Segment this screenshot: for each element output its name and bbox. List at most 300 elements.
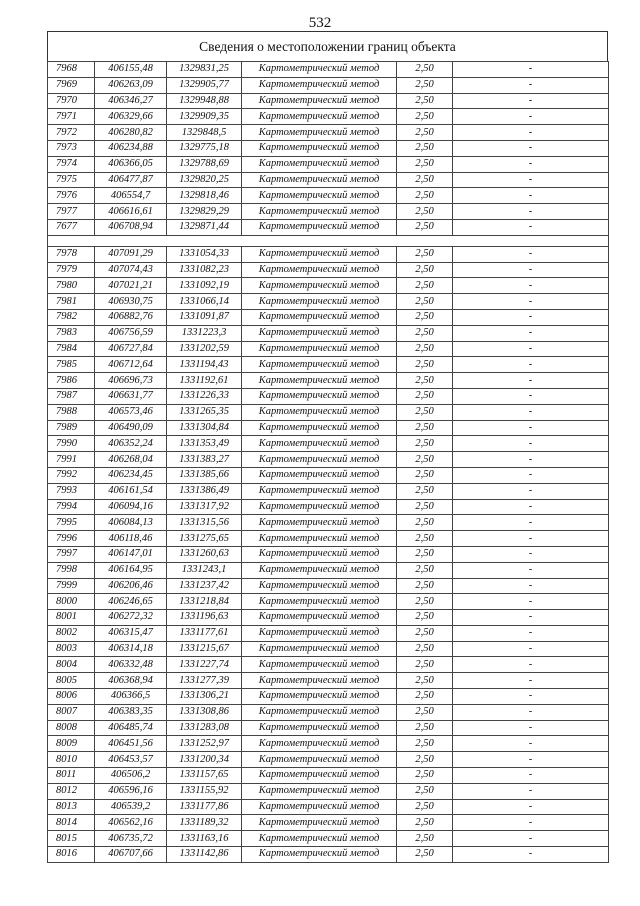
page-number: 532 — [308, 15, 332, 31]
accuracy-cell: 2,50 — [397, 278, 453, 294]
x-coordinate-cell: 406263,09 — [95, 77, 167, 93]
table-row — [48, 467, 609, 483]
y-coordinate-cell: 1331177,61 — [167, 625, 242, 641]
description-cell: - — [453, 172, 609, 188]
method-cell: Картометрический метод — [242, 752, 397, 768]
description-cell: - — [453, 219, 609, 235]
point-number-cell: 8003 — [48, 641, 95, 657]
table-row — [48, 436, 609, 452]
accuracy-cell: 2,50 — [397, 768, 453, 784]
x-coordinate-cell: 406164,95 — [95, 562, 167, 578]
accuracy-cell: 2,50 — [397, 467, 453, 483]
description-cell: - — [453, 578, 609, 594]
section-title: Сведения о местоположении границ объекта — [47, 31, 608, 62]
method-cell: Картометрический метод — [242, 294, 397, 310]
y-coordinate-cell: 1331082,23 — [167, 262, 242, 278]
table-row — [48, 62, 609, 78]
x-coordinate-cell: 407091,29 — [95, 246, 167, 262]
accuracy-cell: 2,50 — [397, 93, 453, 109]
accuracy-cell: 2,50 — [397, 125, 453, 141]
description-cell: - — [453, 325, 609, 341]
x-coordinate-cell: 406453,57 — [95, 752, 167, 768]
table-row — [48, 420, 609, 436]
table-row — [48, 404, 609, 420]
y-coordinate-cell: 1331200,34 — [167, 752, 242, 768]
description-cell: - — [453, 752, 609, 768]
point-number-cell: 8012 — [48, 783, 95, 799]
point-number-cell: 7975 — [48, 172, 95, 188]
description-cell: - — [453, 156, 609, 172]
description-cell: - — [453, 93, 609, 109]
accuracy-cell: 2,50 — [397, 736, 453, 752]
method-cell: Картометрический метод — [242, 594, 397, 610]
table-row — [48, 768, 609, 784]
y-coordinate-cell: 1331218,84 — [167, 594, 242, 610]
accuracy-cell: 2,50 — [397, 783, 453, 799]
accuracy-cell: 2,50 — [397, 219, 453, 235]
point-number-cell: 7968 — [48, 62, 95, 78]
method-cell: Картометрический метод — [242, 109, 397, 125]
description-cell: - — [453, 294, 609, 310]
x-coordinate-cell: 406596,16 — [95, 783, 167, 799]
x-coordinate-cell: 406118,46 — [95, 531, 167, 547]
y-coordinate-cell: 1329948,88 — [167, 93, 242, 109]
table-row — [48, 499, 609, 515]
y-coordinate-cell: 1331066,14 — [167, 294, 242, 310]
point-number-cell: 7976 — [48, 188, 95, 204]
method-cell: Картометрический метод — [242, 625, 397, 641]
y-coordinate-cell: 1331054,33 — [167, 246, 242, 262]
x-coordinate-cell: 406346,27 — [95, 93, 167, 109]
y-coordinate-cell: 1331383,27 — [167, 452, 242, 468]
accuracy-cell: 2,50 — [397, 140, 453, 156]
point-number-cell: 7981 — [48, 294, 95, 310]
accuracy-cell: 2,50 — [397, 262, 453, 278]
description-cell: - — [453, 831, 609, 847]
point-number-cell: 8011 — [48, 768, 95, 784]
description-cell: - — [453, 436, 609, 452]
description-cell: - — [453, 562, 609, 578]
method-cell: Картометрический метод — [242, 799, 397, 815]
accuracy-cell: 2,50 — [397, 325, 453, 341]
accuracy-cell: 2,50 — [397, 172, 453, 188]
table-row — [48, 673, 609, 689]
method-cell: Картометрический метод — [242, 156, 397, 172]
point-number-cell: 8016 — [48, 847, 95, 863]
y-coordinate-cell: 1331260,63 — [167, 546, 242, 562]
accuracy-cell: 2,50 — [397, 673, 453, 689]
description-cell: - — [453, 77, 609, 93]
description-cell: - — [453, 499, 609, 515]
table-row — [48, 309, 609, 325]
table-row — [48, 246, 609, 262]
description-cell: - — [453, 483, 609, 499]
accuracy-cell: 2,50 — [397, 483, 453, 499]
table-row — [48, 125, 609, 141]
method-cell: Картометрический метод — [242, 278, 397, 294]
table-row — [48, 325, 609, 341]
y-coordinate-cell: 1331177,86 — [167, 799, 242, 815]
description-cell: - — [453, 641, 609, 657]
accuracy-cell: 2,50 — [397, 77, 453, 93]
y-coordinate-cell: 1331194,43 — [167, 357, 242, 373]
accuracy-cell: 2,50 — [397, 309, 453, 325]
point-number-cell: 7984 — [48, 341, 95, 357]
method-cell: Картометрический метод — [242, 309, 397, 325]
table-row — [48, 93, 609, 109]
group-separator-row — [48, 235, 609, 246]
x-coordinate-cell: 406352,24 — [95, 436, 167, 452]
point-number-cell: 8010 — [48, 752, 95, 768]
accuracy-cell: 2,50 — [397, 641, 453, 657]
y-coordinate-cell: 1331237,42 — [167, 578, 242, 594]
description-cell: - — [453, 515, 609, 531]
description-cell: - — [453, 815, 609, 831]
point-number-cell: 7982 — [48, 309, 95, 325]
y-coordinate-cell: 1329871,44 — [167, 219, 242, 235]
table-row — [48, 341, 609, 357]
table-row — [48, 388, 609, 404]
accuracy-cell: 2,50 — [397, 594, 453, 610]
table-row — [48, 594, 609, 610]
table-row — [48, 831, 609, 847]
description-cell: - — [453, 594, 609, 610]
point-number-cell: 7986 — [48, 373, 95, 389]
y-coordinate-cell: 1331157,65 — [167, 768, 242, 784]
method-cell: Картометрический метод — [242, 420, 397, 436]
table-row — [48, 783, 609, 799]
method-cell: Картометрический метод — [242, 404, 397, 420]
y-coordinate-cell: 1329905,77 — [167, 77, 242, 93]
description-cell: - — [453, 625, 609, 641]
accuracy-cell: 2,50 — [397, 531, 453, 547]
x-coordinate-cell: 406490,09 — [95, 420, 167, 436]
method-cell: Картометрический метод — [242, 689, 397, 705]
y-coordinate-cell: 1329820,25 — [167, 172, 242, 188]
y-coordinate-cell: 1329909,35 — [167, 109, 242, 125]
accuracy-cell: 2,50 — [397, 847, 453, 863]
table-row — [48, 156, 609, 172]
table-row — [48, 562, 609, 578]
point-number-cell: 7992 — [48, 467, 95, 483]
table-row — [48, 294, 609, 310]
point-number-cell: 8002 — [48, 625, 95, 641]
point-number-cell: 7983 — [48, 325, 95, 341]
y-coordinate-cell: 1331275,65 — [167, 531, 242, 547]
method-cell: Картометрический метод — [242, 77, 397, 93]
accuracy-cell: 2,50 — [397, 831, 453, 847]
table-row — [48, 799, 609, 815]
table-row — [48, 689, 609, 705]
x-coordinate-cell: 406272,32 — [95, 610, 167, 626]
description-cell: - — [453, 341, 609, 357]
y-coordinate-cell: 1331189,32 — [167, 815, 242, 831]
description-cell: - — [453, 404, 609, 420]
x-coordinate-cell: 406573,46 — [95, 404, 167, 420]
description-cell: - — [453, 262, 609, 278]
x-coordinate-cell: 406930,75 — [95, 294, 167, 310]
point-number-cell: 7985 — [48, 357, 95, 373]
accuracy-cell: 2,50 — [397, 109, 453, 125]
method-cell: Картометрический метод — [242, 246, 397, 262]
x-coordinate-cell: 406712,64 — [95, 357, 167, 373]
method-cell: Картометрический метод — [242, 262, 397, 278]
method-cell: Картометрический метод — [242, 736, 397, 752]
method-cell: Картометрический метод — [242, 562, 397, 578]
accuracy-cell: 2,50 — [397, 799, 453, 815]
accuracy-cell: 2,50 — [397, 404, 453, 420]
method-cell: Картометрический метод — [242, 436, 397, 452]
point-number-cell: 7994 — [48, 499, 95, 515]
y-coordinate-cell: 1331306,21 — [167, 689, 242, 705]
description-cell: - — [453, 109, 609, 125]
point-number-cell: 7677 — [48, 219, 95, 235]
x-coordinate-cell: 406485,74 — [95, 720, 167, 736]
description-cell: - — [453, 62, 609, 78]
point-number-cell: 7974 — [48, 156, 95, 172]
y-coordinate-cell: 1331386,49 — [167, 483, 242, 499]
method-cell: Картометрический метод — [242, 93, 397, 109]
description-cell: - — [453, 309, 609, 325]
description-cell: - — [453, 610, 609, 626]
y-coordinate-cell: 1331202,59 — [167, 341, 242, 357]
y-coordinate-cell: 1331227,74 — [167, 657, 242, 673]
point-number-cell: 7977 — [48, 204, 95, 220]
point-number-cell: 8005 — [48, 673, 95, 689]
x-coordinate-cell: 406366,5 — [95, 689, 167, 705]
x-coordinate-cell: 406696,73 — [95, 373, 167, 389]
method-cell: Картометрический метод — [242, 831, 397, 847]
accuracy-cell: 2,50 — [397, 388, 453, 404]
y-coordinate-cell: 1331092,19 — [167, 278, 242, 294]
accuracy-cell: 2,50 — [397, 204, 453, 220]
point-number-cell: 7990 — [48, 436, 95, 452]
description-cell: - — [453, 799, 609, 815]
x-coordinate-cell: 406234,45 — [95, 467, 167, 483]
description-cell: - — [453, 140, 609, 156]
method-cell: Картометрический метод — [242, 657, 397, 673]
accuracy-cell: 2,50 — [397, 436, 453, 452]
accuracy-cell: 2,50 — [397, 373, 453, 389]
y-coordinate-cell: 1331243,1 — [167, 562, 242, 578]
point-number-cell: 7973 — [48, 140, 95, 156]
description-cell: - — [453, 546, 609, 562]
accuracy-cell: 2,50 — [397, 452, 453, 468]
point-number-cell: 8000 — [48, 594, 95, 610]
x-coordinate-cell: 406234,88 — [95, 140, 167, 156]
point-number-cell: 7996 — [48, 531, 95, 547]
y-coordinate-cell: 1331142,86 — [167, 847, 242, 863]
x-coordinate-cell: 406161,54 — [95, 483, 167, 499]
x-coordinate-cell: 406383,35 — [95, 704, 167, 720]
y-coordinate-cell: 1329848,5 — [167, 125, 242, 141]
y-coordinate-cell: 1331226,33 — [167, 388, 242, 404]
table-row — [48, 704, 609, 720]
x-coordinate-cell: 406756,59 — [95, 325, 167, 341]
method-cell: Картометрический метод — [242, 125, 397, 141]
y-coordinate-cell: 1331315,56 — [167, 515, 242, 531]
point-number-cell: 7993 — [48, 483, 95, 499]
table-row — [48, 109, 609, 125]
y-coordinate-cell: 1331277,39 — [167, 673, 242, 689]
description-cell: - — [453, 388, 609, 404]
accuracy-cell: 2,50 — [397, 704, 453, 720]
x-coordinate-cell: 406147,01 — [95, 546, 167, 562]
table-row — [48, 610, 609, 626]
y-coordinate-cell: 1331155,92 — [167, 783, 242, 799]
table-row — [48, 641, 609, 657]
method-cell: Картометрический метод — [242, 172, 397, 188]
accuracy-cell: 2,50 — [397, 562, 453, 578]
method-cell: Картометрический метод — [242, 219, 397, 235]
y-coordinate-cell: 1331192,61 — [167, 373, 242, 389]
y-coordinate-cell: 1329788,69 — [167, 156, 242, 172]
accuracy-cell: 2,50 — [397, 752, 453, 768]
table-row — [48, 720, 609, 736]
description-cell: - — [453, 125, 609, 141]
accuracy-cell: 2,50 — [397, 720, 453, 736]
x-coordinate-cell: 406631,77 — [95, 388, 167, 404]
x-coordinate-cell: 406084,13 — [95, 515, 167, 531]
method-cell: Картометрический метод — [242, 815, 397, 831]
point-number-cell: 7980 — [48, 278, 95, 294]
description-cell: - — [453, 657, 609, 673]
method-cell: Картометрический метод — [242, 531, 397, 547]
point-number-cell: 7999 — [48, 578, 95, 594]
accuracy-cell: 2,50 — [397, 156, 453, 172]
accuracy-cell: 2,50 — [397, 657, 453, 673]
method-cell: Картометрический метод — [242, 357, 397, 373]
point-number-cell: 7991 — [48, 452, 95, 468]
table-row — [48, 736, 609, 752]
accuracy-cell: 2,50 — [397, 815, 453, 831]
accuracy-cell: 2,50 — [397, 188, 453, 204]
point-number-cell: 7988 — [48, 404, 95, 420]
accuracy-cell: 2,50 — [397, 546, 453, 562]
method-cell: Картометрический метод — [242, 783, 397, 799]
y-coordinate-cell: 1331317,92 — [167, 499, 242, 515]
table-row — [48, 531, 609, 547]
description-cell: - — [453, 204, 609, 220]
table-row — [48, 278, 609, 294]
description-cell: - — [453, 246, 609, 262]
table-row — [48, 452, 609, 468]
table-row — [48, 515, 609, 531]
point-number-cell: 7979 — [48, 262, 95, 278]
boundary-coordinates-table — [47, 61, 609, 863]
table-row — [48, 815, 609, 831]
x-coordinate-cell: 407074,43 — [95, 262, 167, 278]
x-coordinate-cell: 406707,66 — [95, 847, 167, 863]
y-coordinate-cell: 1331091,87 — [167, 309, 242, 325]
point-number-cell: 7970 — [48, 93, 95, 109]
y-coordinate-cell: 1329818,46 — [167, 188, 242, 204]
x-coordinate-cell: 407021,21 — [95, 278, 167, 294]
description-cell: - — [453, 847, 609, 863]
x-coordinate-cell: 406562,16 — [95, 815, 167, 831]
y-coordinate-cell: 1331308,86 — [167, 704, 242, 720]
point-number-cell: 7997 — [48, 546, 95, 562]
point-number-cell: 7989 — [48, 420, 95, 436]
description-cell: - — [453, 420, 609, 436]
point-number-cell: 7998 — [48, 562, 95, 578]
method-cell: Картометрический метод — [242, 204, 397, 220]
group-separator-cell — [48, 235, 609, 246]
description-cell: - — [453, 531, 609, 547]
table-row — [48, 219, 609, 235]
description-cell: - — [453, 467, 609, 483]
point-number-cell: 8006 — [48, 689, 95, 705]
y-coordinate-cell: 1331196,63 — [167, 610, 242, 626]
x-coordinate-cell: 406477,87 — [95, 172, 167, 188]
x-coordinate-cell: 406366,05 — [95, 156, 167, 172]
method-cell: Картометрический метод — [242, 673, 397, 689]
description-cell: - — [453, 357, 609, 373]
method-cell: Картометрический метод — [242, 452, 397, 468]
table-row — [48, 483, 609, 499]
point-number-cell: 8009 — [48, 736, 95, 752]
method-cell: Картометрический метод — [242, 515, 397, 531]
table-row — [48, 172, 609, 188]
table-row — [48, 625, 609, 641]
point-number-cell: 8013 — [48, 799, 95, 815]
point-number-cell: 7995 — [48, 515, 95, 531]
x-coordinate-cell: 406554,7 — [95, 188, 167, 204]
x-coordinate-cell: 406268,04 — [95, 452, 167, 468]
accuracy-cell: 2,50 — [397, 62, 453, 78]
y-coordinate-cell: 1329831,25 — [167, 62, 242, 78]
x-coordinate-cell: 406727,84 — [95, 341, 167, 357]
y-coordinate-cell: 1331385,66 — [167, 467, 242, 483]
method-cell: Картометрический метод — [242, 546, 397, 562]
point-number-cell: 7969 — [48, 77, 95, 93]
accuracy-cell: 2,50 — [397, 246, 453, 262]
y-coordinate-cell: 1331163,16 — [167, 831, 242, 847]
table-row — [48, 188, 609, 204]
y-coordinate-cell: 1329775,18 — [167, 140, 242, 156]
point-number-cell: 8008 — [48, 720, 95, 736]
accuracy-cell: 2,50 — [397, 689, 453, 705]
x-coordinate-cell: 406094,16 — [95, 499, 167, 515]
table-row — [48, 847, 609, 863]
table-row — [48, 204, 609, 220]
accuracy-cell: 2,50 — [397, 341, 453, 357]
point-number-cell: 7971 — [48, 109, 95, 125]
x-coordinate-cell: 406539,2 — [95, 799, 167, 815]
description-cell: - — [453, 783, 609, 799]
table-row — [48, 578, 609, 594]
x-coordinate-cell: 406315,47 — [95, 625, 167, 641]
method-cell: Картометрический метод — [242, 341, 397, 357]
x-coordinate-cell: 406155,48 — [95, 62, 167, 78]
x-coordinate-cell: 406451,56 — [95, 736, 167, 752]
x-coordinate-cell: 406332,48 — [95, 657, 167, 673]
accuracy-cell: 2,50 — [397, 578, 453, 594]
accuracy-cell: 2,50 — [397, 357, 453, 373]
method-cell: Картометрический метод — [242, 610, 397, 626]
point-number-cell: 8004 — [48, 657, 95, 673]
x-coordinate-cell: 406246,65 — [95, 594, 167, 610]
description-cell: - — [453, 689, 609, 705]
description-cell: - — [453, 188, 609, 204]
point-number-cell: 8001 — [48, 610, 95, 626]
accuracy-cell: 2,50 — [397, 515, 453, 531]
y-coordinate-cell: 1331223,3 — [167, 325, 242, 341]
x-coordinate-cell: 406882,76 — [95, 309, 167, 325]
x-coordinate-cell: 406314,18 — [95, 641, 167, 657]
description-cell: - — [453, 373, 609, 389]
method-cell: Картометрический метод — [242, 62, 397, 78]
